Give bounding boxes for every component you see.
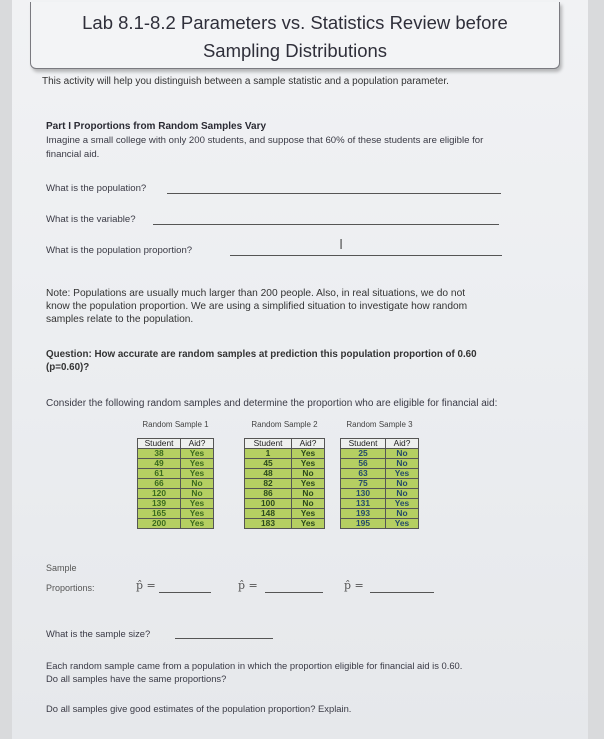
table-row [138, 519, 214, 529]
good-estimates-question: Do all samples give good estimates of the population proportion? Explain. [46, 703, 352, 714]
student-cell: 48 [245, 469, 292, 479]
aid-cell: Yes [386, 519, 419, 529]
aid-cell: Yes [181, 469, 214, 479]
title-box [30, 2, 560, 69]
part1-paragraph-line-1: Imagine a small college with only 200 students, and suppose that 60% of these students are eligible for [46, 135, 484, 146]
aid-cell: No [386, 479, 419, 489]
proportions-label: Proportions: [46, 583, 95, 593]
aid-cell: No [386, 489, 419, 499]
aid-cell: Yes [292, 519, 325, 529]
student-cell: 56 [341, 459, 386, 469]
student-cell: 61 [138, 469, 181, 479]
aid-cell: Yes [181, 449, 214, 459]
part1-paragraph-line-2: financial aid. [46, 149, 100, 160]
part1-heading: Part I Proportions from Random Samples Vary [46, 121, 267, 132]
table-row [245, 479, 325, 489]
table-row [138, 469, 214, 479]
table-row [245, 459, 325, 469]
table-row [341, 479, 419, 489]
each-sample-line-2: Do all samples have the same proportions? [46, 673, 227, 684]
student-cell: 130 [341, 489, 386, 499]
student-header: Student [245, 439, 292, 449]
sample-3-title: Random Sample 3 [346, 420, 413, 429]
aid-cell: No [292, 489, 325, 499]
table-row [138, 449, 214, 459]
random-sample-3 [340, 420, 419, 529]
sample-1-table [137, 438, 214, 529]
aid-header: Aid? [386, 439, 419, 449]
sample-2-table [244, 438, 325, 529]
variable-answer-line[interactable] [153, 224, 499, 225]
student-cell: 45 [245, 459, 292, 469]
phat-1-answer-line[interactable] [159, 592, 211, 593]
aid-cell: Yes [292, 459, 325, 469]
page-title-line-2: Sampling Distributions [202, 40, 388, 61]
sample-1-title: Random Sample 1 [142, 420, 209, 429]
phat-2-answer-line[interactable] [265, 592, 323, 593]
student-cell: 148 [245, 509, 292, 519]
table-row [341, 519, 419, 529]
student-cell: 100 [245, 499, 292, 509]
text-cursor-icon: I [339, 236, 344, 253]
student-cell: 86 [245, 489, 292, 499]
note-line-3: samples relate to the population. [46, 314, 194, 325]
student-cell: 25 [341, 449, 386, 459]
question-line-1: Question: How accurate are random samples at prediction this population proportion of 0.60 [46, 349, 477, 360]
sample-3-table [340, 438, 419, 529]
page-title-line-1: Lab 8.1-8.2 Parameters vs. Statistics Review before [82, 12, 508, 33]
table-row [341, 469, 419, 479]
aid-cell: Yes [181, 509, 214, 519]
random-sample-2 [244, 420, 325, 529]
student-cell: 139 [138, 499, 181, 509]
student-cell: 165 [138, 509, 181, 519]
population-answer-line[interactable] [167, 193, 501, 194]
consider-text: Consider the following random samples and determine the proportion who are eligible for financial aid: [46, 398, 498, 409]
variable-question: What is the variable? [46, 214, 136, 225]
each-sample-line-1: Each random sample came from a population in which the proportion eligible for financial aid is 0.60. [46, 660, 463, 671]
student-cell: 49 [138, 459, 181, 469]
aid-cell: No [292, 499, 325, 509]
aid-cell: No [386, 509, 419, 519]
table-row [341, 449, 419, 459]
student-cell: 200 [138, 519, 181, 529]
student-cell: 1 [245, 449, 292, 459]
sample-size-answer-line[interactable] [175, 638, 273, 639]
table-row [138, 489, 214, 499]
intro-text: This activity will help you distinguish between a sample statistic and a population parameter. [42, 76, 449, 87]
table-row [341, 499, 419, 509]
sample-2-title: Random Sample 2 [251, 420, 318, 429]
student-cell: 183 [245, 519, 292, 529]
student-cell: 66 [138, 479, 181, 489]
table-row [138, 479, 214, 489]
phat-3-answer-line[interactable] [370, 592, 434, 593]
population-proportion-answer-line[interactable] [230, 255, 502, 256]
table-row [245, 519, 325, 529]
table-row [138, 509, 214, 519]
table-row [245, 469, 325, 479]
table-row [245, 499, 325, 509]
table-row [341, 489, 419, 499]
aid-cell: Yes [181, 499, 214, 509]
aid-cell: No [386, 459, 419, 469]
student-cell: 120 [138, 489, 181, 499]
student-cell: 193 [341, 509, 386, 519]
student-cell: 38 [138, 449, 181, 459]
aid-cell: Yes [386, 499, 419, 509]
table-row [138, 459, 214, 469]
student-cell: 63 [341, 469, 386, 479]
table-row [245, 489, 325, 499]
aid-cell: No [292, 469, 325, 479]
sample-size-question: What is the sample size? [46, 628, 151, 639]
note-line-2: know the population proportion. We are using a simplified situation to investigate how random [46, 301, 468, 312]
aid-cell: Yes [181, 519, 214, 529]
table-row [341, 459, 419, 469]
aid-cell: Yes [386, 469, 419, 479]
aid-cell: No [181, 479, 214, 489]
table-row [245, 449, 325, 459]
question-line-2: (p=0.60)? [46, 362, 90, 373]
population-question: What is the population? [46, 183, 147, 194]
aid-cell: Yes [181, 459, 214, 469]
random-sample-1 [137, 420, 214, 529]
aid-cell: No [181, 489, 214, 499]
table-row [138, 499, 214, 509]
table-row [245, 509, 325, 519]
aid-header: Aid? [181, 439, 214, 449]
phat-2-label: p̂ = [238, 579, 258, 592]
student-cell: 82 [245, 479, 292, 489]
aid-cell: Yes [292, 509, 325, 519]
table-row [341, 509, 419, 519]
aid-cell: Yes [292, 449, 325, 459]
student-header: Student [341, 439, 386, 449]
student-header: Student [138, 439, 181, 449]
student-cell: 131 [341, 499, 386, 509]
note-line-1: Note: Populations are usually much larger than 200 people. Also, in real situations, we do not [46, 288, 466, 299]
sample-label: Sample [46, 563, 77, 573]
aid-cell: Yes [292, 479, 325, 489]
population-proportion-question: What is the population proportion? [46, 245, 193, 256]
phat-3-label: p̂ = [344, 579, 364, 592]
aid-header: Aid? [292, 439, 325, 449]
student-cell: 75 [341, 479, 386, 489]
student-cell: 195 [341, 519, 386, 529]
phat-1-label: p̂ = [136, 579, 156, 592]
aid-cell: No [386, 449, 419, 459]
